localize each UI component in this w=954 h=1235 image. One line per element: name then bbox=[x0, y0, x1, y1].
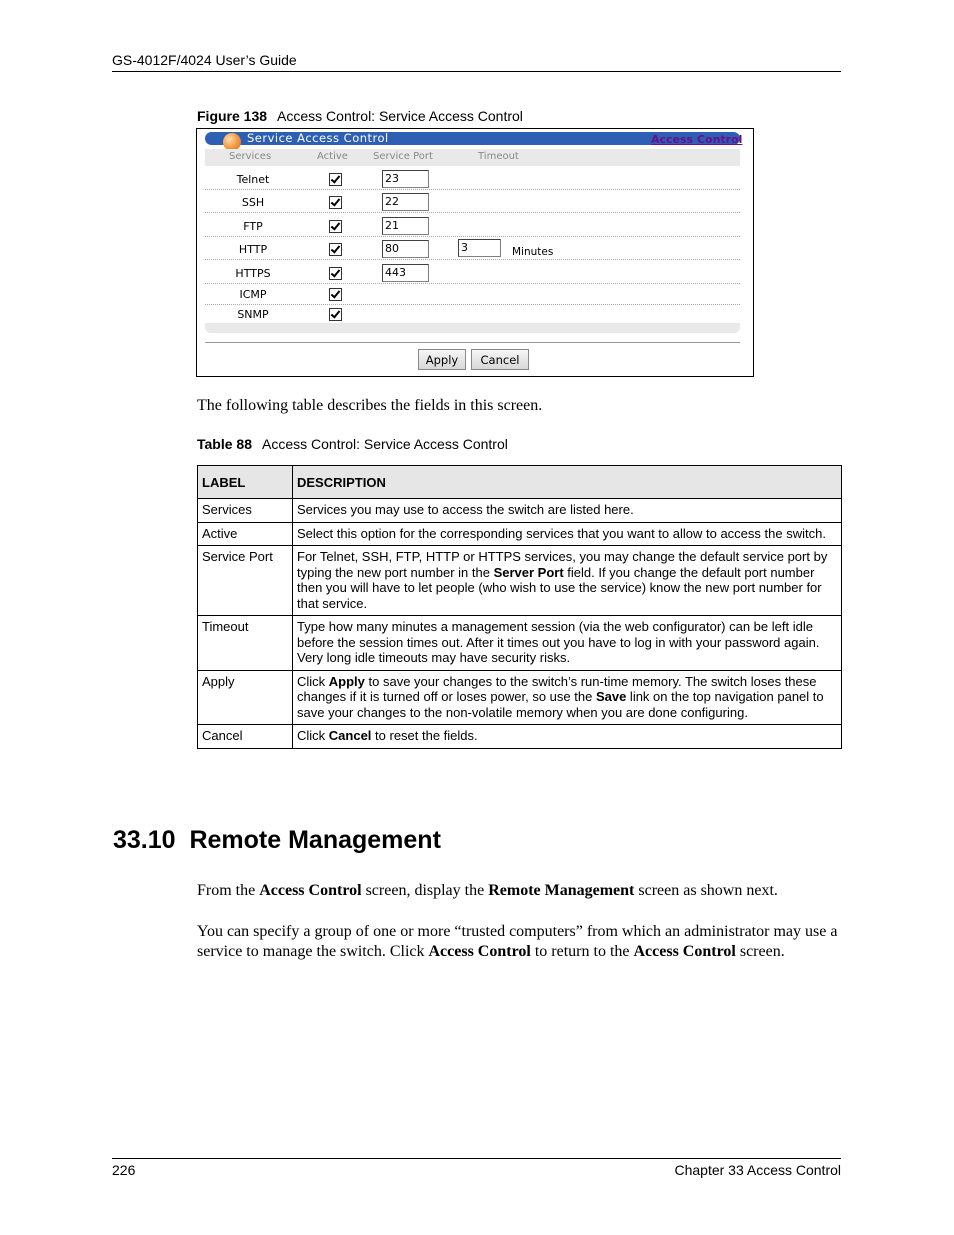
column-timeout: Timeout bbox=[478, 151, 519, 162]
table-footer-bar bbox=[205, 323, 740, 333]
figure-number: Figure 138 bbox=[197, 108, 268, 124]
table-row bbox=[198, 670, 842, 725]
service-row-ftp bbox=[205, 215, 740, 237]
port-input[interactable]: 80 bbox=[382, 240, 429, 258]
active-checkbox[interactable] bbox=[329, 173, 342, 186]
port-input[interactable]: 21 bbox=[382, 217, 429, 235]
section-paragraph-1: From the Access Control screen, display the Remote Management screen as shown next. bbox=[197, 882, 778, 899]
timeout-input[interactable]: 3 bbox=[458, 239, 501, 257]
row-label: Service Port bbox=[198, 546, 293, 616]
service-row-telnet bbox=[205, 168, 740, 190]
column-service-port: Service Port bbox=[373, 151, 433, 162]
figure-caption bbox=[197, 108, 523, 124]
port-input[interactable]: 443 bbox=[382, 264, 429, 282]
footer-rule bbox=[112, 1158, 841, 1159]
service-row-http bbox=[205, 238, 740, 260]
active-checkbox[interactable] bbox=[329, 288, 342, 301]
timeout-unit: Minutes bbox=[512, 246, 554, 258]
service-name: SNMP bbox=[237, 308, 269, 321]
access-control-link[interactable]: Access Control bbox=[651, 133, 743, 146]
panel-title: Service Access Control bbox=[247, 131, 389, 145]
row-description: For Telnet, SSH, FTP, HTTP or HTTPS services, you may change the default service port by typing the new port number in the Server Port field. If you change the default port number then you will have to let people (who wish to use the service) know the new port number for that service. bbox=[293, 546, 842, 616]
active-checkbox[interactable] bbox=[329, 308, 342, 321]
intro-paragraph: The following table describes the fields in this screen. bbox=[197, 397, 543, 414]
row-label: Services bbox=[198, 499, 293, 523]
chapter-title: Chapter 33 Access Control bbox=[674, 1162, 841, 1178]
row-description: Type how many minutes a management session (via the web configurator) can be left idle before the session times out. After it times out you have to log in with your password again. Very long idle timeouts may have security risks. bbox=[293, 616, 842, 671]
service-name: ICMP bbox=[239, 288, 267, 301]
service-name: Telnet bbox=[236, 173, 270, 186]
page-number: 226 bbox=[112, 1162, 136, 1178]
description-table bbox=[197, 465, 842, 749]
row-description: Services you may use to access the switch are listed here. bbox=[293, 499, 842, 523]
column-active: Active bbox=[317, 151, 348, 162]
service-row-icmp bbox=[205, 285, 740, 305]
port-input[interactable]: 22 bbox=[382, 193, 429, 211]
apply-button[interactable]: Apply bbox=[418, 349, 466, 370]
row-label: Active bbox=[198, 522, 293, 546]
running-header: GS-4012F/4024 User’s Guide bbox=[112, 52, 297, 68]
row-description: Click Cancel to reset the fields. bbox=[293, 725, 842, 749]
table-header bbox=[205, 149, 740, 166]
header-rule bbox=[112, 71, 841, 72]
row-label: Timeout bbox=[198, 616, 293, 671]
service-name: HTTP bbox=[238, 243, 268, 256]
table-number: Table 88 bbox=[197, 436, 252, 452]
table-caption bbox=[197, 436, 508, 452]
row-label: Apply bbox=[198, 670, 293, 725]
table-row bbox=[198, 546, 842, 616]
row-description: Click Apply to save your changes to the switch’s run-time memory. The switch loses these changes if it is turned off or loses power, so use the Save link on the top navigation panel to save your changes to the non-volatile memory when you are done configuring. bbox=[293, 670, 842, 725]
active-checkbox[interactable] bbox=[329, 243, 342, 256]
section-paragraph-2: You can specify a group of one or more “trusted computers” from which an administrator may use a service to manage the switch. Click Access Control to return to the Access Control screen. bbox=[197, 923, 838, 960]
table-row bbox=[198, 522, 842, 546]
service-row-snmp bbox=[205, 305, 740, 323]
port-input[interactable]: 23 bbox=[382, 170, 429, 188]
column-services: Services bbox=[229, 151, 272, 162]
table-row bbox=[198, 499, 842, 523]
row-description: Select this option for the corresponding services that you want to allow to access the switch. bbox=[293, 522, 842, 546]
divider bbox=[205, 342, 740, 343]
active-checkbox[interactable] bbox=[329, 196, 342, 209]
header-label: LABEL bbox=[198, 466, 293, 499]
row-label: Cancel bbox=[198, 725, 293, 749]
service-name: SSH bbox=[241, 196, 265, 209]
table-header-row bbox=[198, 466, 842, 499]
service-row-https bbox=[205, 262, 740, 284]
table-row bbox=[198, 725, 842, 749]
active-checkbox[interactable] bbox=[329, 267, 342, 280]
table-title: Access Control: Service Access Control bbox=[262, 436, 508, 452]
figure-title: Access Control: Service Access Control bbox=[277, 108, 523, 124]
active-checkbox[interactable] bbox=[329, 220, 342, 233]
header-description: DESCRIPTION bbox=[293, 466, 842, 499]
section-heading: 33.10 Remote Management bbox=[113, 826, 441, 854]
table-row bbox=[198, 616, 842, 671]
service-name: FTP bbox=[243, 220, 263, 233]
service-row-ssh bbox=[205, 191, 740, 213]
service-access-control-screenshot bbox=[196, 128, 754, 377]
service-name: HTTPS bbox=[235, 267, 271, 280]
cancel-button[interactable]: Cancel bbox=[471, 349, 529, 370]
